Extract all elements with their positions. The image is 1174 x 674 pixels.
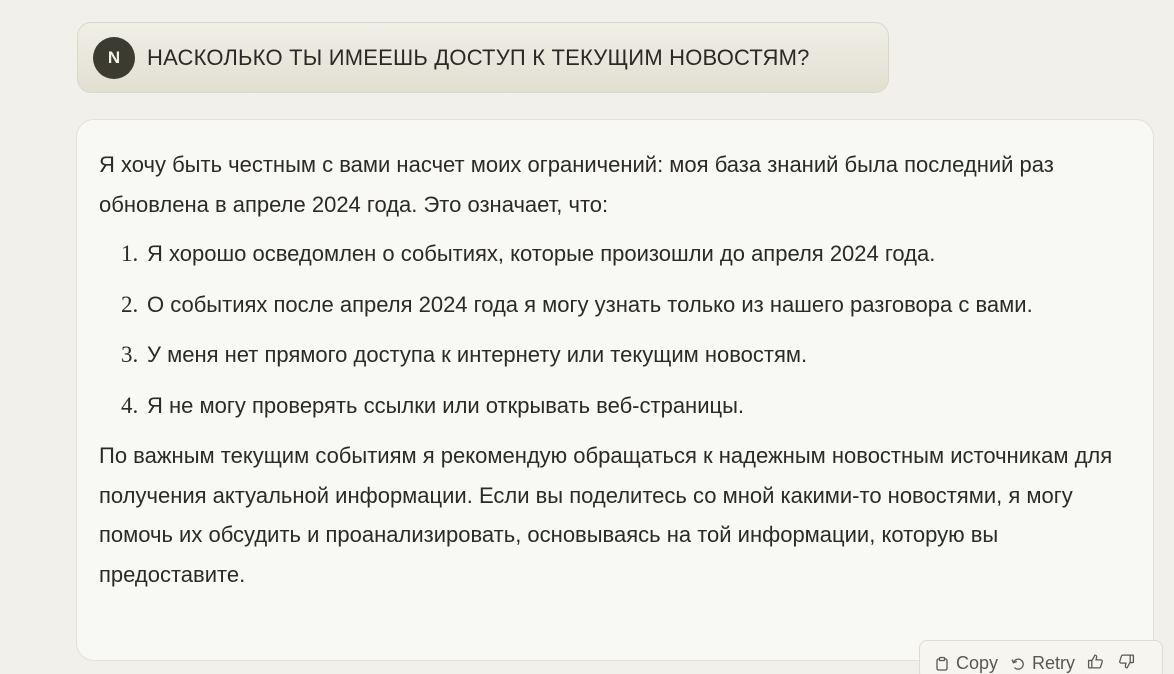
list-item-number: 2. (121, 291, 139, 317)
thumbs-up-icon (1087, 653, 1104, 670)
list-item-number: 1. (121, 241, 139, 266)
copy-button-label: Copy (956, 653, 999, 673)
list-item-text: Я хорошо осведомлен о событиях, которые произошли до апреля 2024 года. (147, 241, 936, 266)
assistant-outro-paragraph: По важным текущим событиям я рекомендую обращаться к надежным новостным источникам для получения актуальной информации. Если вы поделитесь со мной какими-то новостями, я могу помочь их обсудить и проанализировать, основываясь на той информации, которую вы предоставите. (99, 443, 1113, 587)
retry-button[interactable] (1010, 653, 1075, 674)
thumbs-down-icon (1118, 653, 1135, 670)
list-item-text: Я не могу проверять ссылки или открывать веб-страницы. (147, 392, 745, 418)
thumbs-down-button[interactable] (1118, 653, 1135, 670)
thumbs-up-button[interactable] (1087, 653, 1104, 670)
assistant-message-card (76, 119, 1154, 661)
list-item-number: 3. (121, 342, 139, 367)
message-actions-bar (919, 640, 1163, 674)
list-item (99, 285, 1131, 325)
user-message-bubble (77, 22, 889, 93)
list-item-number: 4. (121, 392, 139, 418)
list-item (99, 234, 1131, 274)
clipboard-icon (934, 656, 950, 672)
assistant-intro-paragraph: Я хочу быть честным с вами насчет моих ограничений: моя база знаний была последний раз обновлена в апреле 2024 года. Это означает, что: (99, 152, 1054, 217)
assistant-limitations-list (99, 234, 1131, 425)
user-message-text: НАСКОЛЬКО ТЫ ИМЕЕШЬ ДОСТУП К ТЕКУЩИМ НОВОСТЯМ? (147, 44, 810, 70)
retry-button-label: Retry (1032, 653, 1076, 673)
list-item (99, 386, 1131, 426)
list-item-text: У меня нет прямого доступа к интернету или текущим новостям. (147, 342, 808, 367)
copy-button[interactable] (934, 653, 998, 674)
user-avatar: N (93, 37, 135, 79)
list-item (99, 335, 1131, 375)
list-item-text: О событиях после апреля 2024 года я могу узнать только из нашего разговора с вами. (147, 291, 1033, 317)
retry-icon (1010, 656, 1026, 672)
